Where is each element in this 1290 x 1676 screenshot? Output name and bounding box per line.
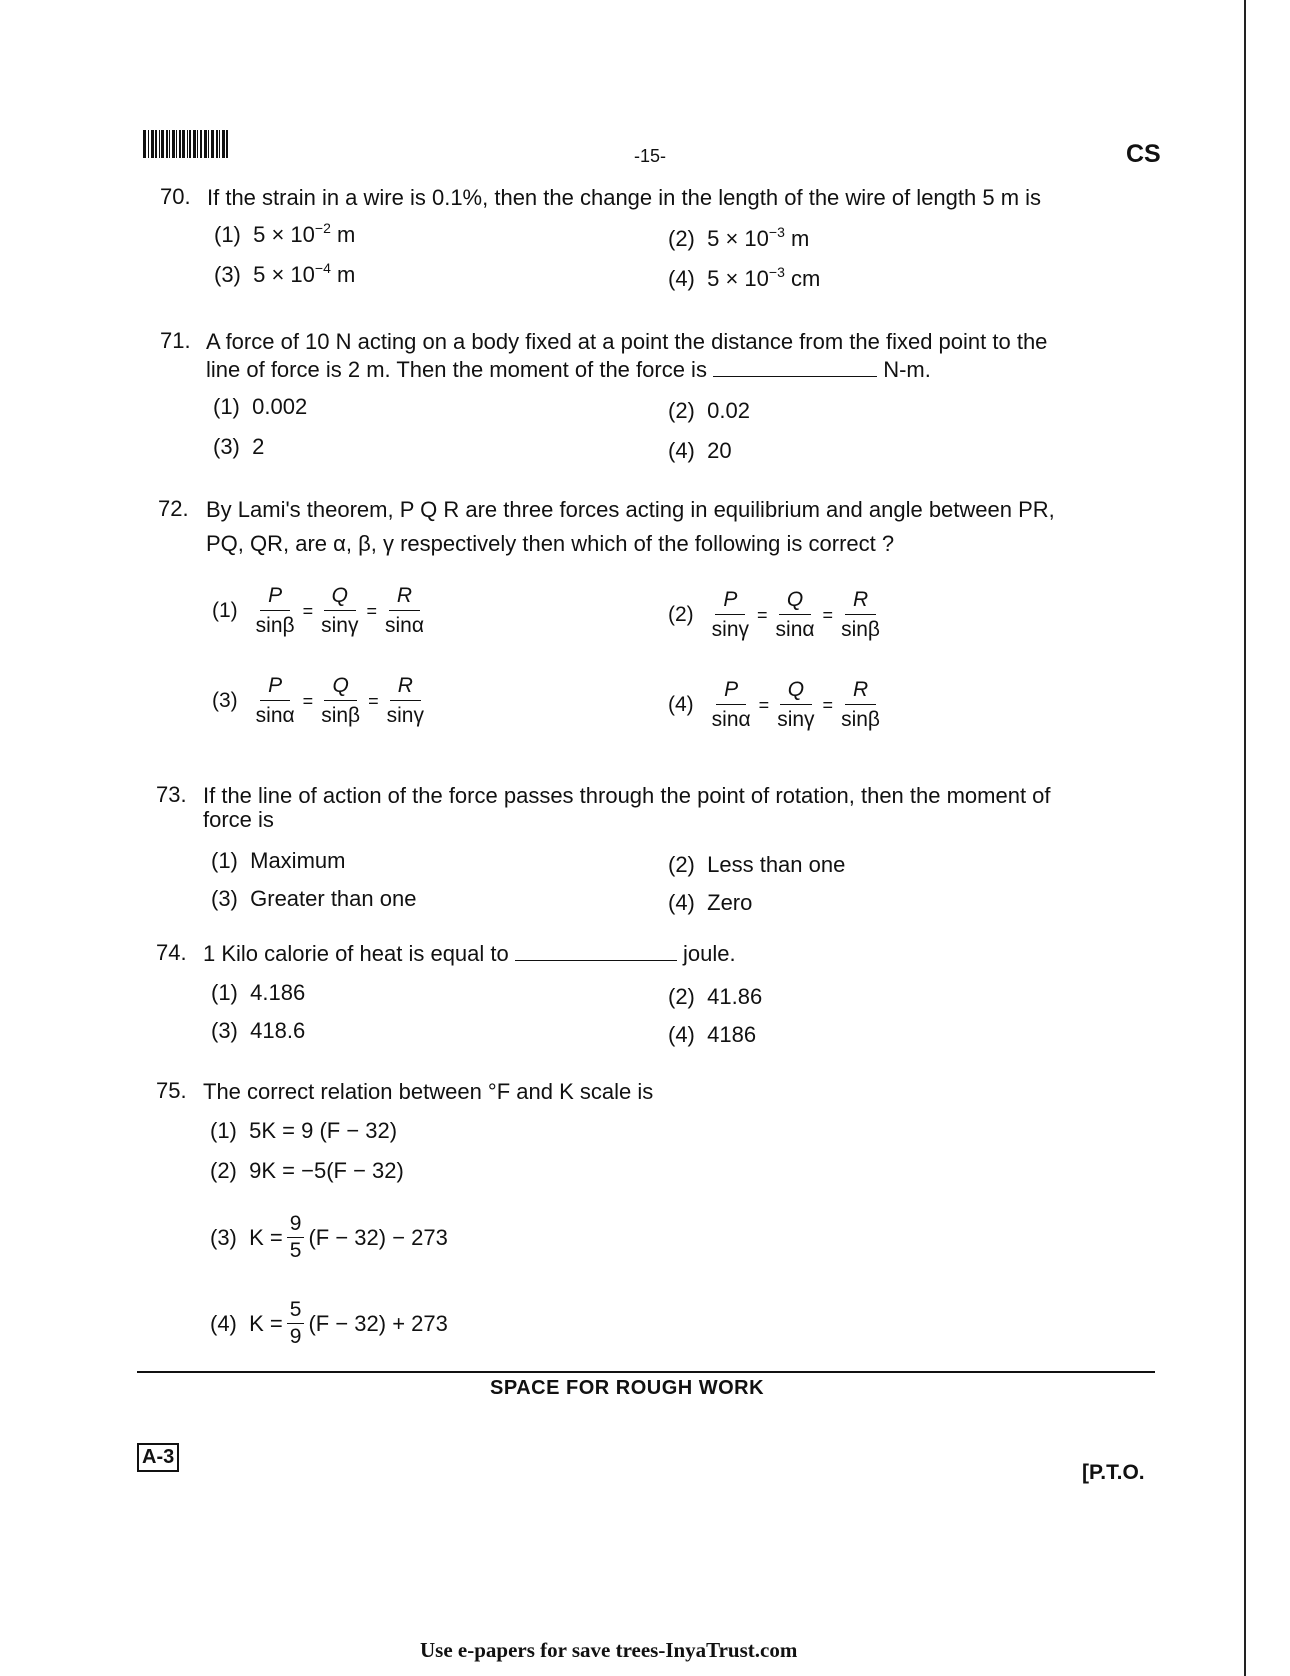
fraction-denominator: sinβ — [321, 704, 361, 727]
fraction-denominator: sinβ — [255, 614, 295, 637]
option-rhs: (F − 32) + 273 — [308, 1310, 448, 1336]
option-3 — [210, 1212, 448, 1263]
fraction-numerator: P — [716, 678, 746, 705]
fraction-numerator: 5 — [287, 1298, 305, 1324]
footer-text: Use e-papers for save trees-InyaTrust.com — [420, 1638, 798, 1662]
option-mantissa: 5 × 10 — [707, 226, 769, 251]
option-1 — [211, 980, 305, 1006]
option-text: 2 — [252, 434, 265, 459]
option-unit: m — [330, 222, 356, 247]
fraction — [252, 674, 299, 728]
booklet-code: A-3 — [137, 1443, 179, 1472]
option-4 — [668, 1022, 756, 1048]
fraction — [287, 1298, 305, 1349]
equals-sign: = — [822, 694, 834, 715]
option-3 — [214, 262, 355, 288]
fraction — [381, 584, 428, 638]
question-number: 72. — [158, 496, 189, 521]
option-label: (2) — [668, 603, 694, 626]
option-label: (3) — [211, 1018, 238, 1043]
option-text: 41.86 — [707, 984, 763, 1009]
option-4 — [668, 266, 820, 292]
option-label: (2) — [668, 984, 695, 1009]
question-number: 73. — [156, 782, 187, 807]
fraction — [287, 1212, 305, 1263]
option-label: (2) — [668, 398, 695, 423]
question-text-line2: force is — [203, 807, 274, 832]
pto-label: [P.T.O. — [1082, 1461, 1145, 1484]
question-text — [203, 940, 736, 968]
question-number: 74. — [156, 940, 187, 965]
option-text: 20 — [707, 438, 732, 463]
option-label: (4) — [668, 890, 695, 915]
fraction — [772, 588, 819, 642]
fraction-denominator: sinα — [711, 708, 751, 731]
fraction-denominator: sinγ — [777, 708, 815, 731]
option-unit: m — [784, 226, 810, 251]
option-text: Greater than one — [250, 886, 417, 911]
equals-sign: = — [366, 600, 377, 621]
fraction-numerator: R — [389, 584, 420, 611]
option-2 — [668, 398, 750, 424]
option-1 — [211, 848, 345, 874]
option-label: (4) — [668, 1022, 695, 1047]
option-exponent: −3 — [768, 264, 785, 280]
option-rhs: (F − 32) − 273 — [308, 1224, 448, 1250]
option-2 — [668, 852, 845, 878]
fraction — [837, 588, 884, 642]
divider-line — [137, 1371, 1155, 1373]
option-text: 418.6 — [250, 1018, 306, 1043]
fraction-numerator: R — [845, 678, 876, 705]
option-label: (1) — [212, 599, 238, 622]
option-label: (1) — [213, 394, 240, 419]
fraction — [708, 678, 755, 732]
option-label: (4) — [210, 1310, 237, 1336]
option-text: Zero — [707, 890, 753, 915]
option-label: (4) — [668, 693, 694, 716]
fraction-numerator: Q — [324, 584, 356, 611]
fraction-denominator: 5 — [289, 1239, 302, 1262]
option-exponent: −4 — [314, 260, 331, 276]
option-label: (1) — [211, 848, 238, 873]
fraction — [252, 584, 299, 638]
option-exponent: −3 — [768, 224, 785, 240]
fraction-numerator: P — [260, 674, 290, 701]
option-1 — [210, 1118, 397, 1144]
option-exponent: −2 — [314, 220, 331, 236]
equals-sign: = — [758, 694, 770, 715]
option-label: (3) — [210, 1224, 237, 1250]
fraction — [708, 588, 753, 642]
fraction — [383, 674, 428, 728]
question-text-line2 — [206, 356, 931, 384]
option-text: 0.02 — [707, 398, 750, 423]
option-unit: m — [330, 262, 356, 287]
option-2 — [668, 588, 886, 642]
option-label: (1) — [211, 980, 238, 1005]
option-4 — [668, 678, 886, 732]
question-text-after-blank: joule. — [683, 941, 736, 966]
answer-blank — [713, 376, 877, 377]
option-1 — [213, 394, 307, 420]
question-text-line1: A force of 10 N acting on a body fixed at a point the distance from the fixed point to the — [206, 329, 1048, 354]
fraction-denominator: sinα — [775, 618, 815, 641]
barcode-icon — [143, 130, 239, 158]
fraction-numerator: P — [715, 588, 745, 615]
series-code: CS — [1126, 140, 1161, 168]
question-text-line2: PQ, QR, are α, β, γ respectively then which of the following is correct ? — [206, 531, 895, 556]
fraction-denominator: sinβ — [841, 618, 880, 641]
option-label: (4) — [668, 438, 695, 463]
question-number: 70. — [160, 184, 191, 209]
equals-sign: = — [302, 690, 314, 711]
answer-blank — [515, 960, 677, 961]
option-text: 4186 — [707, 1022, 757, 1047]
option-label: (4) — [668, 266, 695, 291]
option-lhs: K = — [249, 1224, 283, 1250]
option-label: (3) — [211, 886, 238, 911]
question-text-before-blank: 1 Kilo calorie of heat is equal to — [203, 941, 509, 966]
fraction-numerator: P — [260, 584, 290, 611]
equals-sign: = — [757, 604, 768, 625]
option-text: 9K = −5(F − 32) — [249, 1158, 404, 1183]
fraction-numerator: R — [390, 674, 421, 701]
option-4 — [668, 438, 732, 464]
option-mantissa: 5 × 10 — [253, 222, 315, 247]
option-label: (2) — [668, 852, 695, 877]
fraction-denominator: 9 — [289, 1325, 302, 1348]
fraction-numerator: Q — [780, 678, 812, 705]
option-text: 5K = 9 (F − 32) — [249, 1118, 398, 1143]
option-3 — [212, 674, 430, 728]
option-label: (1) — [210, 1118, 237, 1143]
option-1 — [212, 584, 430, 638]
fraction — [317, 584, 362, 638]
fraction-numerator: Q — [779, 588, 811, 615]
question-number: 71. — [160, 328, 191, 353]
option-text: 0.002 — [252, 394, 308, 419]
option-text: 4.186 — [250, 980, 306, 1005]
fraction-denominator: sinα — [255, 704, 295, 727]
option-lhs: K = — [249, 1310, 283, 1336]
option-label: (2) — [668, 226, 695, 251]
option-label: (3) — [212, 689, 238, 712]
option-text: Maximum — [250, 848, 346, 873]
option-2 — [210, 1158, 404, 1184]
fraction-numerator: R — [845, 588, 876, 615]
question-text-line1: By Lami's theorem, P Q R are three forces acting in equilibrium and angle between PR, — [206, 497, 1055, 522]
question-text-line1: If the line of action of the force passes through the point of rotation, then the moment of — [203, 783, 1051, 808]
option-4 — [668, 890, 752, 916]
option-label: (3) — [213, 434, 240, 459]
question-text: If the strain in a wire is 0.1%, then the change in the length of the wire of length 5 m is — [207, 185, 1042, 210]
question-text-after-blank: N-m. — [883, 357, 931, 382]
fraction-denominator: sinγ — [711, 618, 750, 641]
fraction-numerator: 9 — [287, 1212, 305, 1238]
equals-sign: = — [822, 604, 834, 625]
option-3 — [213, 434, 264, 460]
fraction — [773, 678, 818, 732]
fraction-denominator: sinγ — [321, 614, 359, 637]
option-2 — [668, 984, 762, 1010]
fraction-denominator: sinα — [385, 614, 424, 637]
fraction — [837, 678, 884, 732]
option-unit: cm — [784, 266, 821, 291]
option-mantissa: 5 × 10 — [253, 262, 315, 287]
option-2 — [668, 226, 809, 252]
option-label: (3) — [214, 262, 241, 287]
option-text: Less than one — [707, 852, 846, 877]
option-3 — [211, 1018, 305, 1044]
rough-work-heading: SPACE FOR ROUGH WORK — [490, 1377, 765, 1399]
equals-sign: = — [368, 690, 379, 711]
question-text-before-blank: line of force is 2 m. Then the moment of the force is — [206, 357, 707, 382]
fraction-numerator: Q — [324, 674, 356, 701]
fraction — [317, 674, 364, 728]
option-label: (2) — [210, 1158, 237, 1183]
question-number: 75. — [156, 1078, 187, 1103]
question-text: The correct relation between °F and K scale is — [203, 1079, 654, 1104]
option-label: (1) — [214, 222, 241, 247]
option-1 — [214, 222, 355, 248]
option-3 — [211, 886, 416, 912]
fraction-denominator: sinβ — [841, 708, 880, 731]
fraction-denominator: sinγ — [386, 704, 424, 727]
option-4 — [210, 1298, 448, 1349]
option-mantissa: 5 × 10 — [707, 266, 769, 291]
page-number: -15- — [634, 146, 667, 166]
equals-sign: = — [302, 600, 314, 621]
page-right-border — [1244, 0, 1246, 1676]
